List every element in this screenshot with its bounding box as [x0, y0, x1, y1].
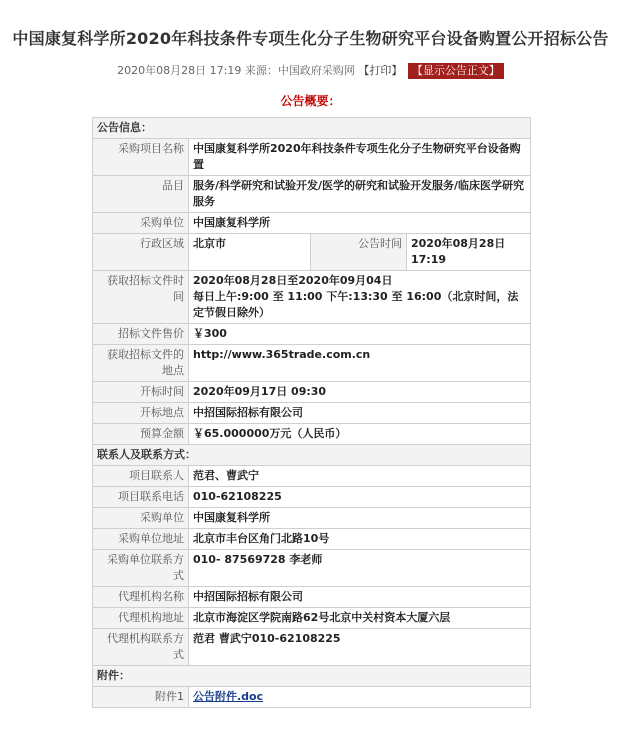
show-full-text-button[interactable]: 【显示公告正文】 [408, 63, 504, 79]
page-title: 中国康复科学所2020年科技条件专项生化分子生物研究平台设备购置公开招标公告 [12, 29, 609, 48]
budget-label: 预算金额 [93, 424, 189, 445]
summary-heading: 公告概要： [280, 94, 341, 108]
project-contact-label: 项目联系人 [93, 466, 189, 487]
table-row [93, 382, 531, 403]
doc-time-value [189, 271, 531, 324]
project-phone-label: 项目联系电话 [93, 487, 189, 508]
section-announcement-info: 公告信息： [93, 118, 531, 139]
agency-addr-label: 代理机构地址 [93, 608, 189, 629]
agency-contact-label: 代理机构联系方式 [93, 629, 189, 666]
print-button[interactable]: 【打印】 [358, 64, 403, 77]
attachment-link[interactable]: 公告附件.doc [193, 690, 264, 703]
open-place-value: 中招国际招标有限公司 [189, 403, 531, 424]
agency-addr-value: 北京市海淀区学院南路62号北京中关村资本大厦六层 [189, 608, 531, 629]
category-value: 服务/科学研究和试验开发/医学的研究和试验开发服务/临床医学研究服务 [189, 176, 531, 213]
attachment-label: 附件1 [93, 687, 189, 708]
project-name-label: 采购项目名称 [93, 139, 189, 176]
purchaser-addr-value: 北京市丰台区角门北路10号 [189, 529, 531, 550]
publish-time-value: 2020年08月28日 17:19 [407, 234, 531, 271]
meta-line [0, 62, 621, 79]
publish-datetime: 2020年08月28日 17:19 [117, 64, 242, 77]
table-row [93, 324, 531, 345]
publish-time-label: 公告时间 [311, 234, 407, 271]
region-value: 北京市 [189, 234, 311, 271]
doc-place-value: http://www.365trade.com.cn [189, 345, 531, 382]
doc-price-value: ￥300 [189, 324, 531, 345]
purchaser-contact-label: 采购单位联系方式 [93, 550, 189, 587]
table-row [93, 629, 531, 666]
open-time-value: 2020年09月17日 09:30 [189, 382, 531, 403]
source-text: 来源：中国政府采购网 [244, 64, 355, 77]
table-row [93, 118, 531, 139]
project-contact-value: 范君、曹武宁 [189, 466, 531, 487]
table-row [93, 234, 531, 271]
table-row [93, 139, 531, 176]
purchaser-contact-value: 010- 87569728 李老师 [189, 550, 531, 587]
doc-price-label: 招标文件售价 [93, 324, 189, 345]
section-attachments: 附件： [93, 666, 531, 687]
agency-name-value: 中招国际招标有限公司 [189, 587, 531, 608]
purchaser-label: 采购单位 [93, 213, 189, 234]
purchaser-addr-label: 采购单位地址 [93, 529, 189, 550]
attachment-cell [189, 687, 531, 708]
doc-place-label: 获取招标文件的地点 [93, 345, 189, 382]
table-row [93, 550, 531, 587]
table-row [93, 666, 531, 687]
open-time-label: 开标时间 [93, 382, 189, 403]
table-row [93, 345, 531, 382]
section-contacts: 联系人及联系方式： [93, 445, 531, 466]
project-name-value: 中国康复科学所2020年科技条件专项生化分子生物研究平台设备购置 [189, 139, 531, 176]
table-row [93, 445, 531, 466]
table-row [93, 508, 531, 529]
table-row [93, 529, 531, 550]
budget-value: ￥65.000000万元（人民币） [189, 424, 531, 445]
contact-purchaser-label: 采购单位 [93, 508, 189, 529]
doc-time-hours: 每日上午:9:00 至 11:00 下午:13:30 至 16:00（北京时间，法定节假日除外） [193, 290, 519, 319]
open-place-label: 开标地点 [93, 403, 189, 424]
agency-name-label: 代理机构名称 [93, 587, 189, 608]
table-row [93, 487, 531, 508]
table-row [93, 424, 531, 445]
table-row [93, 403, 531, 424]
announcement-table [92, 117, 531, 708]
doc-time-label: 获取招标文件时间 [93, 271, 189, 324]
category-label: 品目 [93, 176, 189, 213]
agency-contact-value: 范君 曹武宁010-62108225 [189, 629, 531, 666]
table-row [93, 271, 531, 324]
table-row [93, 608, 531, 629]
purchaser-value: 中国康复科学所 [189, 213, 531, 234]
project-phone-value: 010-62108225 [189, 487, 531, 508]
region-label: 行政区域 [93, 234, 189, 271]
table-row [93, 587, 531, 608]
table-row [93, 213, 531, 234]
table-row [93, 466, 531, 487]
contact-purchaser-value: 中国康复科学所 [189, 508, 531, 529]
table-row [93, 687, 531, 708]
doc-time-dates: 2020年08月28日至2020年09月04日 [193, 274, 393, 287]
table-row [93, 176, 531, 213]
